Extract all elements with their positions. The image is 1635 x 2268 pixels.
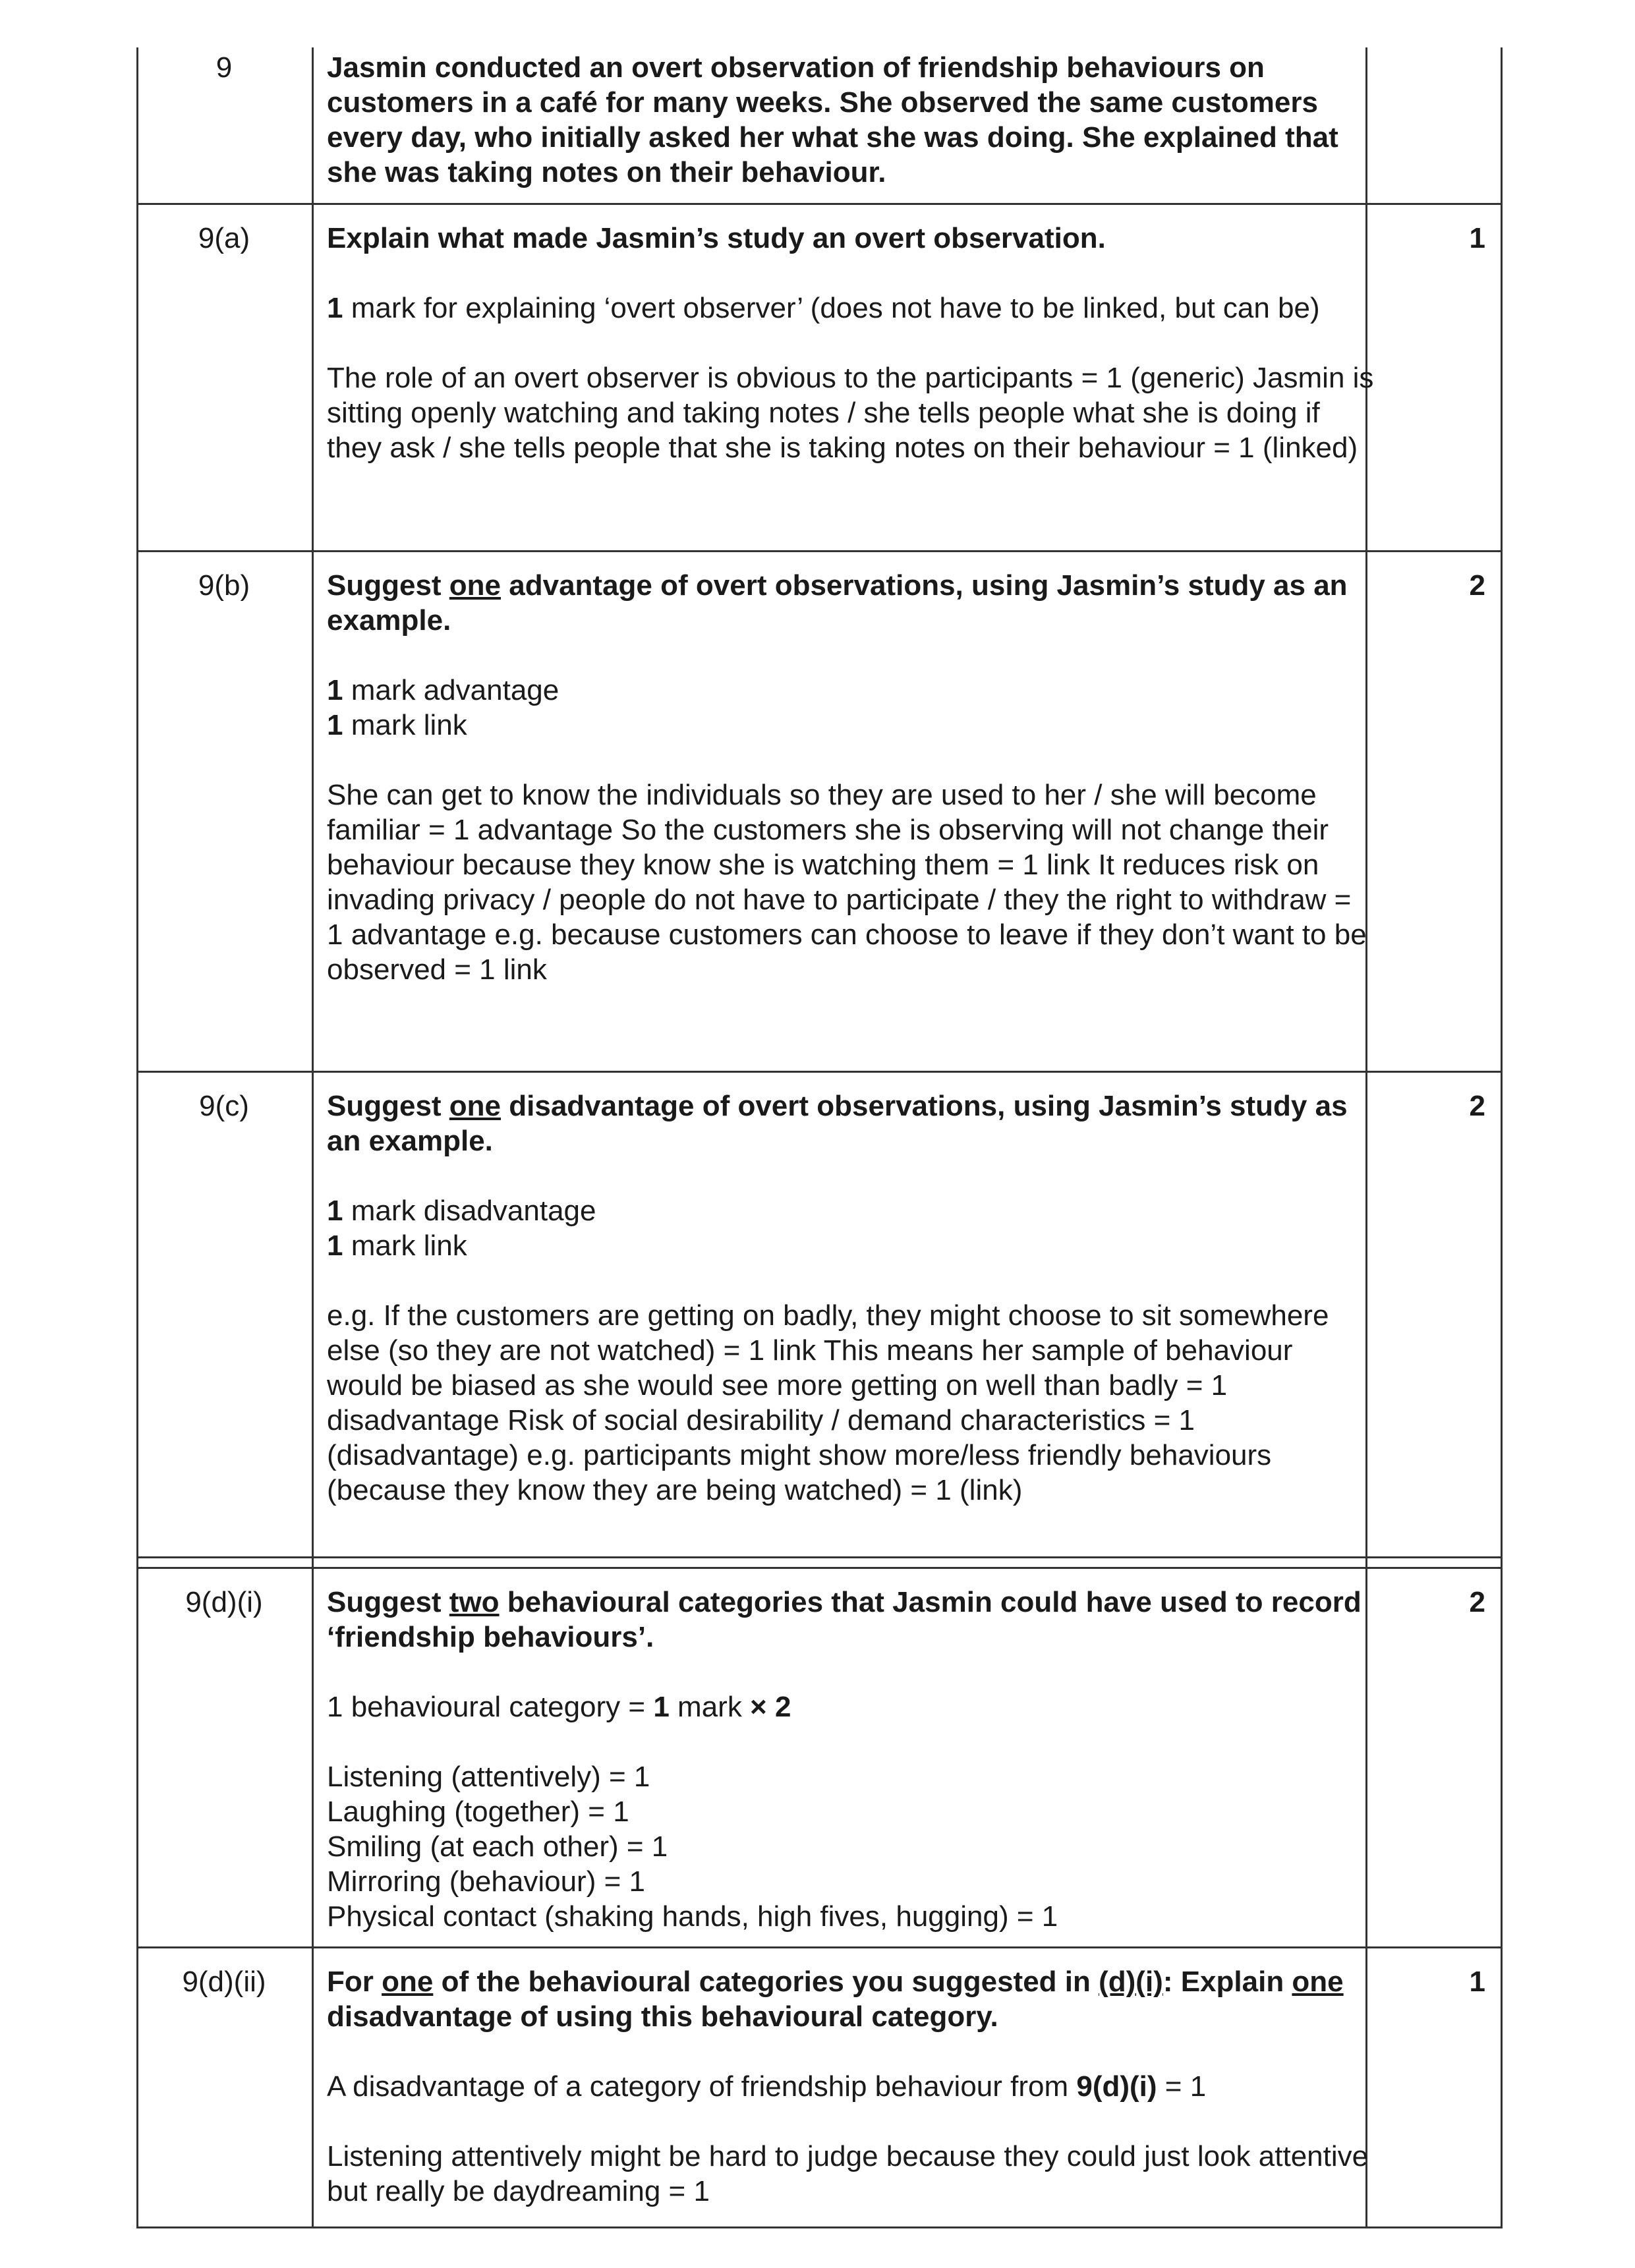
question-cell [327, 50, 1375, 190]
list-item: Mirroring (behaviour) = 1 [327, 1865, 645, 1898]
marking-guidance: 1 behavioural category = 1 mark × 2 [327, 1691, 791, 1723]
marks-value: 1 [1469, 222, 1485, 254]
row-divider [136, 550, 1503, 552]
indicative-answer: She can get to know the individuals so they are used to her / she will become familiar = 1 advantage So the customers she is observing will not change their behaviour because they know she is watching them = 1 link It reduces risk on invading privacy / people do not have to participate / they the right to withdraw = 1 advantage e.g. because customers can choose to leave if they don’t want to be observed = 1 link [327, 779, 1367, 986]
list-item: Listening (attentively) = 1 [327, 1761, 650, 1793]
question-text: Suggest one disadvantage of overt observations, using Jasmin’s study as an example. [327, 1090, 1348, 1157]
row-divider [136, 203, 1503, 205]
list-item: Smiling (at each other) = 1 [327, 1830, 668, 1863]
indicative-answer: Listening attentively might be hard to judge because they could just look attentive but really be daydreaming = 1 [327, 2140, 1369, 2207]
indicative-answer: The role of an overt observer is obvious to the participants = 1 (generic) Jasmin is sitting openly watching and taking notes / she tells people what she is doing if they ask / she tells people that she is taking notes on their behaviour = 1 (linked) [327, 362, 1374, 464]
left-border [136, 47, 138, 2228]
row-divider [136, 1071, 1503, 1073]
question-text: Jasmin conducted an overt observation of friendship behaviours on customers in a café for many weeks. She observed the same customers every day, who initially asked her what she was doing. She explained that she was taking notes on their behaviour. [327, 51, 1338, 188]
marking-guidance: 1 mark for explaining ‘overt observer’ (does not have to be linked, but can be) [327, 292, 1320, 324]
marks-value: 1 [1469, 1966, 1485, 1998]
column-divider-1 [312, 47, 314, 2228]
bottom-border [136, 2226, 1503, 2228]
row-divider [136, 1556, 1503, 1558]
question-cell [327, 1964, 1375, 2209]
question-text: Suggest one advantage of overt observations, using Jasmin’s study as an example. [327, 569, 1348, 637]
question-text: For one of the behavioural categories you suggested in (d)(i): Explain one disadvantage of using this behavioural category. [327, 1966, 1344, 2033]
marking-guidance: 1 mark disadvantage [327, 1195, 596, 1227]
list-item: Physical contact (shaking hands, high fives, hugging) = 1 [327, 1900, 1058, 1933]
mark-scheme-table [136, 47, 1503, 2228]
indicative-answer: e.g. If the customers are getting on badly, they might choose to sit somewhere else (so they are not watched) = 1 link This means her sample of behaviour would be biased as she would see more getting on well than badly = 1 disadvantage Risk of social desirability / demand characteristics = 1 (disadvantage) e.g. participants might show more/less friendly behaviours (because they know they are being watched) = 1 (link) [327, 1299, 1329, 1506]
marks-value: 2 [1469, 569, 1485, 602]
question-cell [327, 221, 1375, 465]
marking-guidance: 1 mark advantage [327, 674, 559, 706]
question-cell [327, 568, 1375, 987]
marking-guidance: 1 mark link [327, 1230, 467, 1262]
list-item: Laughing (together) = 1 [327, 1796, 629, 1828]
question-number: 9(d)(ii) [182, 1966, 266, 1998]
question-number: 9(b) [198, 569, 250, 602]
question-cell [327, 1089, 1375, 1508]
marks-value: 2 [1469, 1586, 1485, 1618]
question-number: 9(c) [199, 1090, 249, 1122]
right-border [1501, 47, 1503, 2228]
marking-guidance: 1 mark link [327, 709, 467, 741]
question-number: 9(a) [198, 222, 250, 254]
question-number: 9 [215, 51, 233, 84]
question-text: Suggest two behavioural categories that Jasmin could have used to record ‘friendship behaviours’. [327, 1586, 1362, 1653]
question-text: Explain what made Jasmin’s study an overt observation. [327, 222, 1106, 254]
question-cell [327, 1585, 1375, 1934]
question-number: 9(d)(i) [185, 1586, 263, 1618]
marks-value: 2 [1469, 1090, 1485, 1122]
marking-guidance: A disadvantage of a category of friendship behaviour from 9(d)(i) = 1 [327, 2070, 1207, 2103]
row-divider [136, 1567, 1503, 1569]
row-divider [136, 1946, 1503, 1948]
